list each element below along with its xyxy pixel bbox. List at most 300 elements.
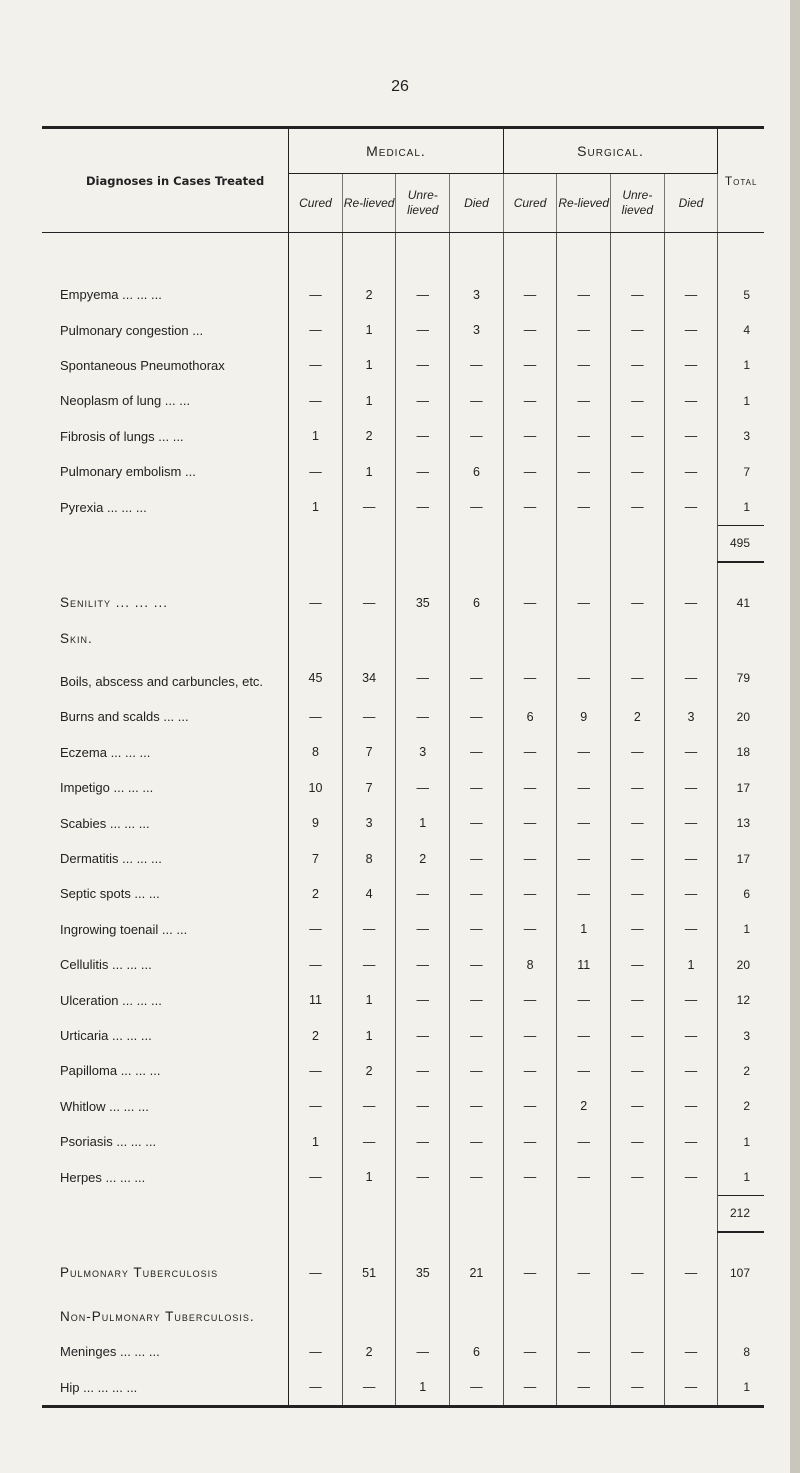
table-row xyxy=(42,1195,764,1232)
spacer-cell xyxy=(557,525,611,562)
count-cell: — xyxy=(396,699,450,734)
spacer-cell xyxy=(557,233,611,278)
row-total: 13 xyxy=(736,816,750,831)
count-cell: 3 xyxy=(450,277,504,312)
spacer-cell xyxy=(664,525,718,562)
count-cell: — xyxy=(664,841,718,876)
empty-cell xyxy=(503,621,557,656)
count-cell: — xyxy=(342,699,396,734)
count-cell: 7 xyxy=(289,841,343,876)
count-cell: — xyxy=(396,419,450,454)
count-cell: — xyxy=(342,912,396,947)
count-cell: — xyxy=(503,348,557,383)
spacer-cell xyxy=(342,525,396,562)
row-total: 6 xyxy=(743,886,750,901)
empty-cell xyxy=(289,621,343,656)
spacer-cell xyxy=(42,525,289,562)
count-cell: — xyxy=(664,489,718,525)
count-cell: — xyxy=(450,912,504,947)
count-cell: — xyxy=(503,912,557,947)
count-cell: — xyxy=(611,585,665,620)
count-cell: 6 xyxy=(503,699,557,734)
spacer-cell xyxy=(342,562,396,585)
count-cell: — xyxy=(664,1369,718,1406)
count-cell: — xyxy=(557,1255,611,1290)
count-cell: — xyxy=(450,1159,504,1195)
count-cell: — xyxy=(664,1053,718,1088)
row-total: 7 xyxy=(743,464,750,479)
count-cell: — xyxy=(611,454,665,489)
surgical-cured-header: Cured xyxy=(503,174,557,233)
count-cell: — xyxy=(557,489,611,525)
count-cell: — xyxy=(611,841,665,876)
spacer-cell xyxy=(289,233,343,278)
count-cell: — xyxy=(396,770,450,805)
row-total: 2 xyxy=(743,1063,750,1078)
empty-cell xyxy=(396,621,450,656)
medical-unrelieved-header: Unre-lieved xyxy=(396,174,450,233)
count-cell: — xyxy=(342,1124,396,1159)
row-total: 1 xyxy=(743,1170,750,1185)
count-cell: — xyxy=(664,312,718,347)
diagnosis-label: Urticaria ... ... ... xyxy=(42,1018,289,1053)
count-cell: — xyxy=(503,1255,557,1290)
table-row xyxy=(42,805,764,840)
diagnosis-label: Eczema ... ... ... xyxy=(42,735,289,770)
diagnosis-label: Fibrosis of lungs ... ... xyxy=(42,419,289,454)
count-cell: — xyxy=(450,770,504,805)
count-cell: — xyxy=(450,1124,504,1159)
count-cell: — xyxy=(611,277,665,312)
diagnosis-label: Psoriasis ... ... ... xyxy=(42,1124,289,1159)
spacer-cell xyxy=(396,1232,450,1255)
count-cell: — xyxy=(503,383,557,418)
count-cell: 35 xyxy=(396,1255,450,1290)
count-cell: — xyxy=(450,489,504,525)
row-total: 3 xyxy=(743,429,750,444)
count-cell: — xyxy=(557,1053,611,1088)
spacer-cell xyxy=(718,1232,764,1255)
diagnosis-label: Whitlow ... ... ... xyxy=(42,1089,289,1124)
empty-cell xyxy=(396,1291,450,1334)
count-cell: 2 xyxy=(611,699,665,734)
count-cell: — xyxy=(503,1369,557,1406)
count-cell: — xyxy=(611,1053,665,1088)
empty-cell xyxy=(503,1291,557,1334)
spacer-cell xyxy=(611,1232,665,1255)
count-cell: 8 xyxy=(503,947,557,982)
spacer-cell xyxy=(342,1195,396,1232)
count-cell: 2 xyxy=(557,1089,611,1124)
row-total: 2 xyxy=(743,1099,750,1114)
spacer-cell xyxy=(450,1195,504,1232)
row-total: 20 xyxy=(736,709,750,724)
diagnosis-label: Ingrowing toenail ... ... xyxy=(42,912,289,947)
table-row xyxy=(42,489,764,525)
table-row xyxy=(42,1124,764,1159)
count-cell: — xyxy=(450,1053,504,1088)
count-cell: — xyxy=(342,1369,396,1406)
diagnosis-label: Scabies ... ... ... xyxy=(42,805,289,840)
count-cell: — xyxy=(611,1369,665,1406)
spacer-cell xyxy=(289,562,343,585)
count-cell: — xyxy=(396,348,450,383)
spacer-cell xyxy=(503,1195,557,1232)
table-row xyxy=(42,947,764,982)
count-cell: — xyxy=(664,277,718,312)
table-row xyxy=(42,1255,764,1290)
empty-cell xyxy=(450,621,504,656)
spacer-cell xyxy=(557,1232,611,1255)
count-cell: — xyxy=(557,585,611,620)
count-cell: 3 xyxy=(396,735,450,770)
count-cell: 11 xyxy=(557,947,611,982)
count-cell: 1 xyxy=(557,912,611,947)
count-cell: 1 xyxy=(342,312,396,347)
count-cell: 2 xyxy=(289,876,343,911)
table-row xyxy=(42,525,764,562)
diagnosis-label: Herpes ... ... ... xyxy=(42,1159,289,1195)
count-cell: — xyxy=(611,489,665,525)
count-cell: 21 xyxy=(450,1255,504,1290)
count-cell: — xyxy=(664,1334,718,1369)
count-cell: — xyxy=(396,912,450,947)
count-cell: 3 xyxy=(664,699,718,734)
diagnoses-header: Diagnoses in Cases Treated xyxy=(42,128,289,233)
table-row xyxy=(42,348,764,383)
count-cell: — xyxy=(664,585,718,620)
spacer-cell xyxy=(450,525,504,562)
count-cell: — xyxy=(450,1369,504,1406)
row-total: 3 xyxy=(743,1028,750,1043)
count-cell: — xyxy=(289,348,343,383)
row-total: 1 xyxy=(743,358,750,373)
table-row xyxy=(42,876,764,911)
count-cell: 1 xyxy=(396,1369,450,1406)
row-total: 1 xyxy=(743,500,750,515)
count-cell: — xyxy=(503,1053,557,1088)
count-cell: — xyxy=(396,383,450,418)
count-cell: — xyxy=(450,982,504,1017)
row-total: 17 xyxy=(736,780,750,795)
table-row xyxy=(42,1369,764,1406)
count-cell: 35 xyxy=(396,585,450,620)
count-cell: — xyxy=(557,770,611,805)
count-cell: — xyxy=(611,735,665,770)
count-cell: 9 xyxy=(557,699,611,734)
count-cell: — xyxy=(289,1089,343,1124)
count-cell: 45 xyxy=(289,656,343,699)
spacer-cell xyxy=(396,1195,450,1232)
count-cell: — xyxy=(289,912,343,947)
count-cell: 1 xyxy=(289,1124,343,1159)
count-cell: — xyxy=(503,1159,557,1195)
row-total: 12 xyxy=(736,993,750,1008)
count-cell: — xyxy=(450,805,504,840)
table-row xyxy=(42,770,764,805)
row-total: 1 xyxy=(743,393,750,408)
count-cell: — xyxy=(611,383,665,418)
count-cell: — xyxy=(611,1334,665,1369)
spacer-cell xyxy=(396,525,450,562)
spacer-cell xyxy=(289,1195,343,1232)
count-cell: — xyxy=(664,982,718,1017)
table-row xyxy=(42,841,764,876)
count-cell: — xyxy=(557,876,611,911)
count-cell: — xyxy=(557,277,611,312)
count-cell: — xyxy=(503,1089,557,1124)
count-cell: — xyxy=(503,982,557,1017)
table-row xyxy=(42,562,764,585)
table-row xyxy=(42,277,764,312)
count-cell: 9 xyxy=(289,805,343,840)
count-cell: — xyxy=(503,841,557,876)
diagnosis-label: Ulceration ... ... ... xyxy=(42,982,289,1017)
count-cell: — xyxy=(289,1053,343,1088)
table-row xyxy=(42,735,764,770)
count-cell: — xyxy=(557,982,611,1017)
diagnosis-label: Pulmonary congestion ... xyxy=(42,312,289,347)
surgical-header: Surgical. xyxy=(503,128,718,174)
count-cell: — xyxy=(396,454,450,489)
count-cell: — xyxy=(611,656,665,699)
spacer-cell xyxy=(664,233,718,278)
count-cell: — xyxy=(450,947,504,982)
count-cell: 1 xyxy=(342,1018,396,1053)
table-row xyxy=(42,585,764,620)
count-cell: — xyxy=(503,1018,557,1053)
count-cell: 51 xyxy=(342,1255,396,1290)
count-cell: — xyxy=(557,1159,611,1195)
count-cell: 7 xyxy=(342,735,396,770)
count-cell: — xyxy=(611,982,665,1017)
spacer-cell xyxy=(42,1232,289,1255)
diagnosis-label: Pyrexia ... ... ... xyxy=(42,489,289,525)
table-body xyxy=(42,233,764,1407)
medical-cured-header: Cured xyxy=(289,174,343,233)
count-cell: — xyxy=(503,277,557,312)
row-total: 4 xyxy=(743,323,750,338)
count-cell: — xyxy=(289,585,343,620)
count-cell: — xyxy=(503,735,557,770)
count-cell: — xyxy=(611,312,665,347)
row-total: 107 xyxy=(729,1265,750,1280)
count-cell: — xyxy=(503,770,557,805)
count-cell: — xyxy=(450,699,504,734)
section-heading: Skin. xyxy=(42,621,289,656)
count-cell: — xyxy=(664,735,718,770)
table-row xyxy=(42,1018,764,1053)
count-cell: — xyxy=(396,1159,450,1195)
count-cell: — xyxy=(396,1018,450,1053)
count-cell: 3 xyxy=(450,312,504,347)
count-cell: — xyxy=(557,735,611,770)
count-cell: — xyxy=(557,1124,611,1159)
spacer-cell xyxy=(611,562,665,585)
count-cell: — xyxy=(342,947,396,982)
spacer-cell xyxy=(342,1232,396,1255)
count-cell: — xyxy=(664,1089,718,1124)
count-cell: 1 xyxy=(342,1159,396,1195)
surgical-relieved-header: Re-lieved xyxy=(557,174,611,233)
count-cell: 2 xyxy=(396,841,450,876)
count-cell: 1 xyxy=(289,419,343,454)
table-row xyxy=(42,1232,764,1255)
spacer-cell xyxy=(611,525,665,562)
diagnosis-label: Impetigo ... ... ... xyxy=(42,770,289,805)
row-total: 1 xyxy=(743,1380,750,1395)
table-row xyxy=(42,1089,764,1124)
count-cell: — xyxy=(342,489,396,525)
table-row xyxy=(42,454,764,489)
empty-cell xyxy=(718,621,764,656)
count-cell: — xyxy=(557,1334,611,1369)
count-cell: — xyxy=(396,1334,450,1369)
count-cell: — xyxy=(289,277,343,312)
subtotal-value: 495 xyxy=(718,525,764,562)
medical-died-header: Died xyxy=(450,174,504,233)
count-cell: — xyxy=(557,348,611,383)
count-cell: 2 xyxy=(342,1334,396,1369)
empty-cell xyxy=(289,1291,343,1334)
count-cell: — xyxy=(289,454,343,489)
spacer-cell xyxy=(289,1232,343,1255)
count-cell: 1 xyxy=(342,383,396,418)
count-cell: — xyxy=(611,1124,665,1159)
spacer-cell xyxy=(503,562,557,585)
count-cell: — xyxy=(557,312,611,347)
table-row xyxy=(42,419,764,454)
empty-cell xyxy=(611,1291,665,1334)
count-cell: 1 xyxy=(342,348,396,383)
count-cell: 1 xyxy=(664,947,718,982)
count-cell: — xyxy=(396,947,450,982)
count-cell: 6 xyxy=(450,585,504,620)
spacer-cell xyxy=(611,1195,665,1232)
count-cell: — xyxy=(503,585,557,620)
count-cell: — xyxy=(503,805,557,840)
spacer-cell xyxy=(557,1195,611,1232)
count-cell: — xyxy=(342,1089,396,1124)
count-cell: — xyxy=(557,1018,611,1053)
spacer-cell xyxy=(42,233,289,278)
diagnosis-label: Boils, abscess and carbuncles, etc. xyxy=(42,656,289,699)
count-cell: 11 xyxy=(289,982,343,1017)
diagnosis-label: Neoplasm of lung ... ... xyxy=(42,383,289,418)
row-total: 1 xyxy=(743,1134,750,1149)
count-cell: 1 xyxy=(289,489,343,525)
spacer-cell xyxy=(396,233,450,278)
count-cell: — xyxy=(396,1053,450,1088)
diagnosis-label: Dermatitis ... ... ... xyxy=(42,841,289,876)
table-row xyxy=(42,1053,764,1088)
count-cell: — xyxy=(396,876,450,911)
count-cell: — xyxy=(289,1334,343,1369)
count-cell: — xyxy=(289,1255,343,1290)
count-cell: — xyxy=(396,656,450,699)
count-cell: — xyxy=(503,1124,557,1159)
count-cell: — xyxy=(664,454,718,489)
section-label: Senility ... ... ... xyxy=(42,585,289,620)
section-label: Pulmonary Tuberculosis xyxy=(42,1255,289,1290)
count-cell: 2 xyxy=(342,1053,396,1088)
count-cell: — xyxy=(664,912,718,947)
spacer-cell xyxy=(42,562,289,585)
table-row xyxy=(42,1334,764,1369)
count-cell: 2 xyxy=(342,419,396,454)
spacer-cell xyxy=(611,233,665,278)
count-cell: — xyxy=(664,348,718,383)
count-cell: — xyxy=(503,656,557,699)
count-cell: — xyxy=(289,1159,343,1195)
treatment-results-table xyxy=(42,126,764,1408)
count-cell: 4 xyxy=(342,876,396,911)
empty-cell xyxy=(450,1291,504,1334)
spacer-cell xyxy=(718,233,764,278)
count-cell: 1 xyxy=(396,805,450,840)
count-cell: — xyxy=(396,312,450,347)
table-row xyxy=(42,699,764,734)
count-cell: — xyxy=(503,312,557,347)
count-cell: — xyxy=(396,982,450,1017)
empty-cell xyxy=(611,621,665,656)
row-total: 41 xyxy=(736,595,750,610)
count-cell: — xyxy=(557,454,611,489)
spacer-cell xyxy=(42,1195,289,1232)
spacer-cell xyxy=(396,562,450,585)
table-row xyxy=(42,1291,764,1334)
diagnosis-label: Cellulitis ... ... ... xyxy=(42,947,289,982)
table-row xyxy=(42,233,764,278)
spacer-cell xyxy=(664,1195,718,1232)
table-row xyxy=(42,982,764,1017)
count-cell: — xyxy=(503,454,557,489)
spacer-cell xyxy=(289,525,343,562)
count-cell: — xyxy=(611,348,665,383)
medical-header: Medical. xyxy=(289,128,504,174)
count-cell: — xyxy=(611,947,665,982)
diagnosis-label: Pulmonary embolism ... xyxy=(42,454,289,489)
count-cell: — xyxy=(611,912,665,947)
medical-relieved-header: Re-lieved xyxy=(342,174,396,233)
count-cell: — xyxy=(557,841,611,876)
count-cell: — xyxy=(450,383,504,418)
count-cell: — xyxy=(557,656,611,699)
count-cell: — xyxy=(289,699,343,734)
count-cell: — xyxy=(611,805,665,840)
count-cell: — xyxy=(611,1018,665,1053)
total-header: Total xyxy=(718,128,764,233)
count-cell: — xyxy=(289,1369,343,1406)
spacer-cell xyxy=(503,233,557,278)
count-cell: 8 xyxy=(289,735,343,770)
row-total: 18 xyxy=(736,745,750,760)
row-total: 20 xyxy=(736,957,750,972)
count-cell: — xyxy=(664,1124,718,1159)
row-total: 17 xyxy=(736,851,750,866)
count-cell: 7 xyxy=(342,770,396,805)
count-cell: — xyxy=(664,1018,718,1053)
count-cell: — xyxy=(611,419,665,454)
count-cell: — xyxy=(450,841,504,876)
count-cell: 10 xyxy=(289,770,343,805)
empty-cell xyxy=(342,621,396,656)
count-cell: — xyxy=(664,770,718,805)
count-cell: 6 xyxy=(450,1334,504,1369)
count-cell: 2 xyxy=(289,1018,343,1053)
spacer-cell xyxy=(342,233,396,278)
count-cell: — xyxy=(396,277,450,312)
